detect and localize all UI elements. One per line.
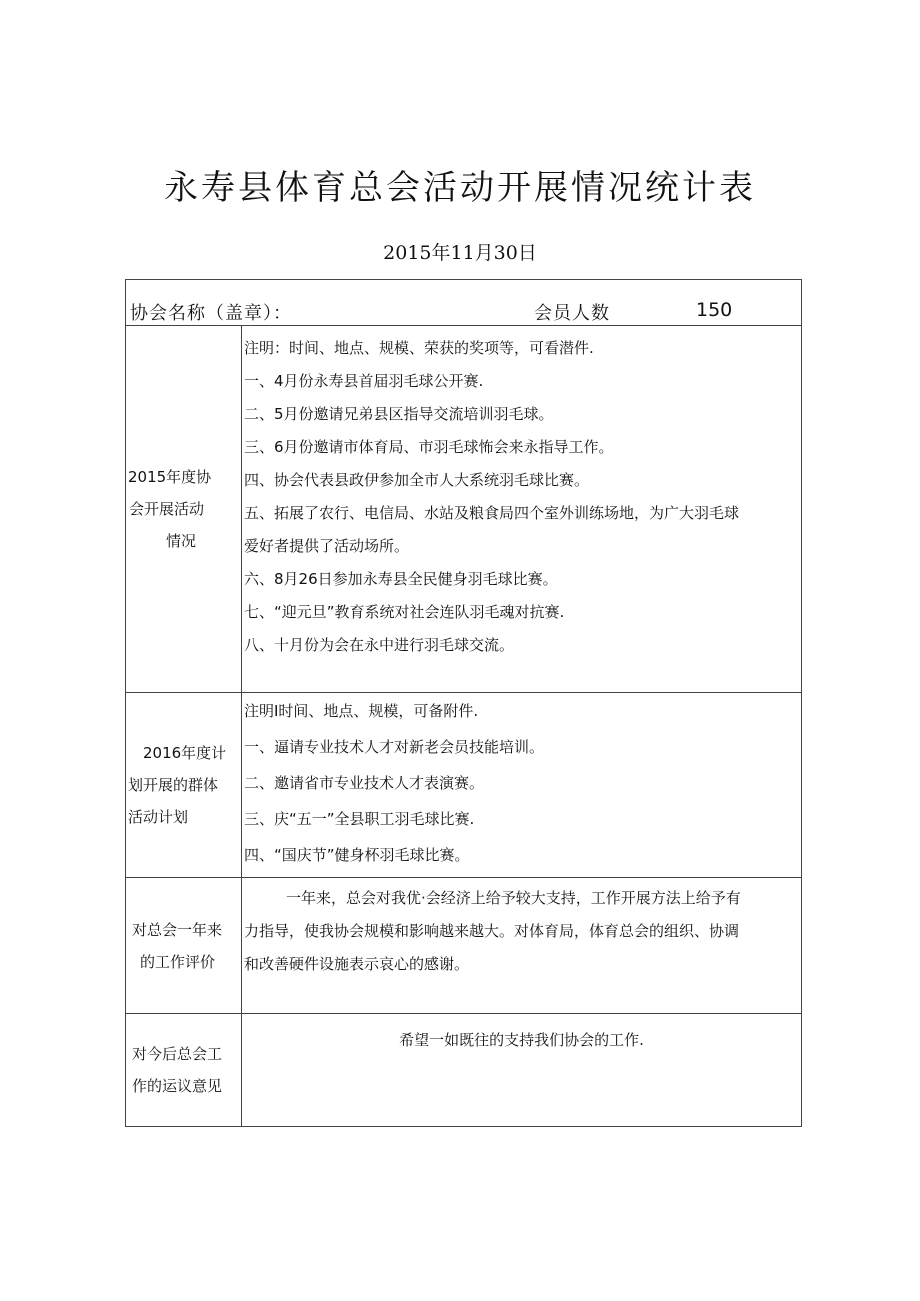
statistics-table — [125, 279, 802, 1127]
content-line: 希望一如既往的支持我们协会的工作. — [399, 1031, 644, 1049]
table-row — [126, 693, 802, 878]
row-label-line: 划开展的群体 — [128, 776, 219, 794]
content-line: 注明I时间、地点、规模，可备附件. — [244, 702, 479, 720]
content-line: 一、4月份永寿县首届羽毛球公开赛. — [244, 372, 484, 390]
row-content-2015-activities — [242, 326, 802, 693]
content-line: 三、6月份邀请市体育局、市羽毛球怖会来永指导工作。 — [244, 438, 614, 456]
row-label-2016-plan — [126, 693, 242, 878]
content-line: 和改善硬件设施表示哀心的感谢。 — [244, 955, 470, 973]
content-line: 三、庆“五一”全县职工羽毛球比赛. — [244, 810, 475, 828]
row-label-line: 活动计划 — [128, 808, 189, 826]
content-line: 一、逼请专业技术人才对新老会员技能培训。 — [244, 738, 545, 756]
content-line: 二、邀请省市专业技术人才表演赛。 — [244, 774, 485, 792]
content-line: 七、“迎元旦”教育系统对社会连队羽毛魂对抗赛. — [244, 603, 565, 621]
header-cell — [126, 280, 802, 326]
content-line: 四、协会代表县政伊参加全市人大系统羽毛球比赛。 — [244, 471, 590, 489]
row-label-line: 2016年度计 — [143, 744, 227, 762]
content-line: 力指导，使我协会规模和影响越来越大。对体育局，体育总会的组织、协调 — [244, 922, 740, 940]
row-label-evaluation — [126, 878, 242, 1014]
table-row — [126, 1014, 802, 1127]
members-count: 150 — [696, 299, 733, 321]
association-name-label: 协会名称（盖章）： — [130, 303, 292, 324]
row-content-suggestions — [242, 1014, 802, 1127]
row-label-line: 2015年度协 — [128, 468, 212, 486]
row-content-evaluation — [242, 878, 802, 1014]
content-line: 二、5月份邀请兄弟县区指导交流培训羽毛球。 — [244, 405, 554, 423]
content-line: 八、十月份为会在永中进行羽毛球交流。 — [244, 636, 515, 654]
content-line: 一年来，总会对我优·会经济上给予较大支持，工作开展方法上给予有 — [286, 889, 741, 907]
row-label-line: 情况 — [166, 532, 197, 550]
row-label-2015-activities — [126, 326, 242, 693]
content-line: 注明：时间、地点、规模、荣获的奖项等，可看潜件. — [244, 339, 594, 357]
row-label-line: 会开展活动 — [129, 500, 205, 518]
header-row — [126, 280, 802, 326]
report-date: 2015年11月30日 — [383, 242, 537, 264]
content-line: 六、8月26日参加永寿县全民健身羽毛球比赛。 — [244, 570, 558, 588]
row-label-line: 对总会一年来 — [132, 920, 223, 939]
content-line: 爱好者提供了活动场所。 — [244, 537, 410, 555]
content-line: 五、拓展了农行、电信局、水站及粮食局四个室外训练场地，为广大羽毛球 — [244, 504, 740, 522]
members-label: 会员人数 — [534, 303, 610, 324]
content-line: 四、“国庆节”健身杯羽毛球比赛。 — [244, 846, 470, 864]
table-row — [126, 326, 802, 693]
row-label-line: 的工作评价 — [140, 952, 216, 971]
row-content-2016-plan — [242, 693, 802, 878]
page-title: 永寿县体育总会活动开展情况统计表 — [164, 168, 756, 208]
row-label-line: 对今后总会工 — [132, 1045, 223, 1063]
table-row — [126, 878, 802, 1014]
row-label-line: 作的运议意见 — [132, 1077, 223, 1095]
row-label-suggestions — [126, 1014, 242, 1127]
